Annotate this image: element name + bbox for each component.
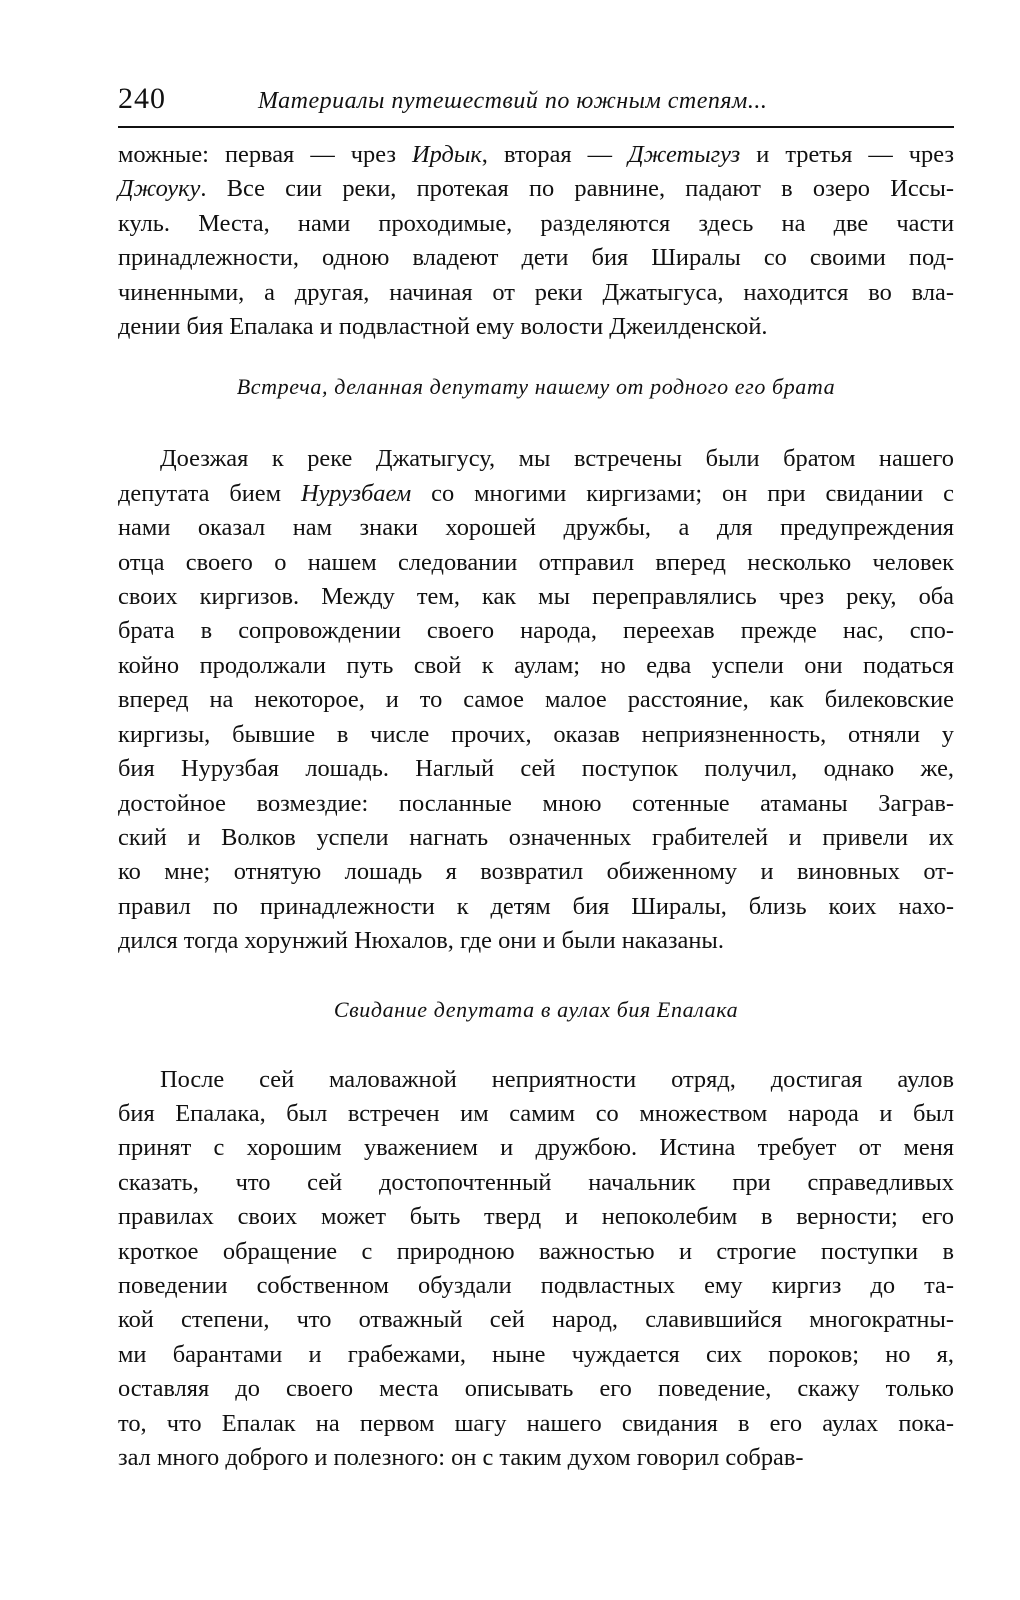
italic-name: Ирдык — [412, 141, 482, 168]
text-line: то, что Епалак на первом шагу нашего свидания в его аулах пока- — [118, 1409, 954, 1437]
section-heading-epalak: Свидание депутата в аулах бия Епалака — [333, 996, 739, 1022]
running-title: Материалы путешествий по южным степям... — [258, 88, 768, 114]
text-line: правил по принадлежности к детям бия Ширалы, близь коих нахо- — [118, 892, 954, 920]
text-line: можные: первая — чрез Ирдык, вторая — Джетыгуз и третья — чрез — [118, 141, 954, 168]
text-line: ский и Волков успели нагнать означенных грабителей и привели их — [118, 823, 954, 851]
text-line: дился тогда хорунжий Нюхалов, где они и были наказаны. — [118, 927, 724, 955]
text-line: ко мне; отнятую лошадь я возвратил обиженному и виновных от- — [118, 858, 954, 886]
text-line: оставляя до своего места описывать его поведение, скажу только — [118, 1375, 954, 1403]
text-line: После сей маловажной неприятности отряд, достигая аулов — [160, 1065, 954, 1093]
running-head — [118, 82, 954, 128]
text-line: чиненными, а другая, начиная от реки Джатыгуса, находится во вла- — [118, 278, 954, 306]
text-line: принят с хорошим уважением и дружбою. Истина требует от меня — [118, 1134, 954, 1162]
italic-name: Джоуку — [118, 175, 201, 203]
text-line: депутата бием Нурузбаем со многими киргизами; он при свидании с — [118, 479, 954, 507]
text-line: ми барантами и грабежами, ныне чуждается сих пороков; но я, — [118, 1340, 954, 1368]
text-line: зал много доброго и полезного: он с таким духом говорил собрав- — [118, 1444, 804, 1471]
text-line: сказать, что сей достопочтенный начальник при справедливых — [118, 1168, 954, 1196]
text-line: принадлежности, одною владеют дети бия Ширалы со своими под- — [118, 244, 954, 272]
text-line: киргизы, бывшие в числе прочих, оказав неприязненность, отняли у — [118, 720, 954, 748]
text-line: вперед на некоторое, и то самое малое расстояние, как билековские — [118, 686, 954, 714]
text-line: бия Нурузбая лошадь. Наглый сей поступок получил, однако же, — [118, 755, 954, 783]
text-line: правилах своих может быть тверд и непоколебим в верности; его — [118, 1203, 954, 1231]
text-line: своих киргизов. Между тем, как мы переправлялись чрез реку, оба — [118, 583, 954, 611]
section-heading-meeting: Встреча, деланная депутату нашему от родного его брата — [236, 374, 836, 400]
text-line: брата в сопровождении своего народа, переехав прежде нас, спо- — [118, 617, 954, 645]
italic-name: Нурузбаем — [300, 479, 412, 507]
text-line: отца своего о нашем следовании отправил вперед несколько человек — [118, 548, 954, 576]
paragraph-2 — [118, 442, 954, 958]
text-line: койно продолжали путь свой к аулам; но едва успели они податься — [118, 651, 954, 679]
page-number: 240 — [118, 82, 166, 115]
text-line: кой степени, что отважный сей народ, славившийся многократны- — [118, 1306, 954, 1334]
text-line: поведении собственном обуздали подвластных ему киргиз до та- — [118, 1271, 954, 1299]
text-line: дении бия Епалака и подвластной ему волости Джеилденской. — [118, 313, 768, 341]
text-line: кроткое обращение с природною важностью и строгие поступки в — [118, 1237, 954, 1265]
text-line: Джоуку. Все сии реки, протекая по равнине, падают в озеро Иссы- — [118, 175, 954, 203]
text-line: куль. Места, нами проходимые, разделяются здесь на две части — [118, 209, 954, 237]
text-line: нами оказал нам знаки хорошей дружбы, а для предупреждения — [118, 514, 954, 542]
italic-name: Джетыгуз — [628, 141, 741, 168]
text-line: бия Епалака, был встречен им самим со множеством народа и был — [118, 1099, 954, 1127]
book-page — [118, 82, 954, 1475]
text-line: Доезжая к реке Джатыгусу, мы встречены были братом нашего — [160, 445, 954, 473]
paragraph-3 — [118, 1063, 954, 1476]
text-line: достойное возмездие: посланные мною сотенные атаманы Заграв- — [118, 789, 954, 817]
paragraph-1 — [118, 138, 954, 344]
